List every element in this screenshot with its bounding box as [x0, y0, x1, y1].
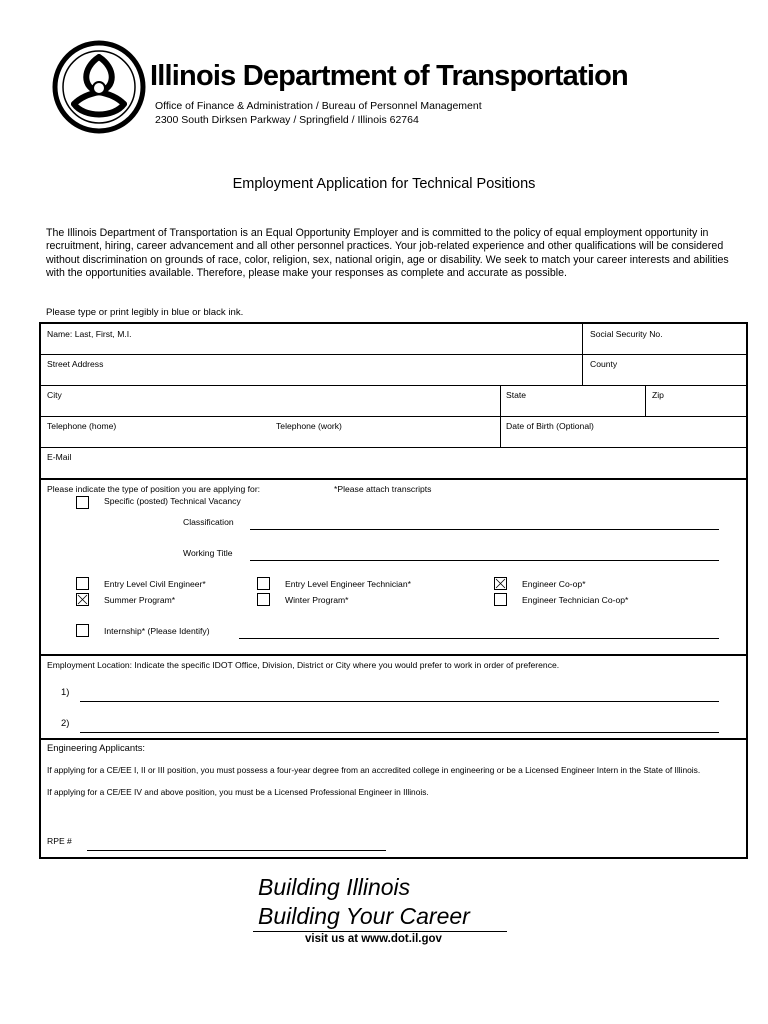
address-line: 2300 South Dirksen Parkway / Springfield / Illinois 62764 [155, 114, 419, 126]
entry-civil-label: Entry Level Civil Engineer* [104, 579, 206, 589]
slogan-line-1: Building Illinois [258, 874, 411, 900]
entry-tech-label: Entry Level Engineer Technician* [285, 579, 411, 589]
row-divider [41, 416, 746, 417]
location-2-number: 2) [61, 717, 70, 728]
column-divider [582, 324, 583, 385]
classification-label: Classification [183, 517, 234, 527]
rpe-line[interactable] [87, 850, 386, 851]
section-divider [41, 738, 746, 740]
tech-coop-checkbox[interactable] [494, 593, 507, 606]
location-1-line[interactable] [80, 701, 719, 702]
section-divider [41, 654, 746, 656]
ink-instruction: Please type or print legibly in blue or black ink. [46, 307, 244, 318]
coop-label: Engineer Co-op* [522, 579, 586, 589]
website-note: visit us at www.dot.il.gov [305, 933, 442, 945]
winter-label: Winter Program* [285, 595, 349, 605]
working-title-label: Working Title [183, 548, 233, 558]
engineering-requirement-1: If applying for a CE/EE I, II or III position, you must possess a four-year degree from an accredited college in engineering or be a Licensed Engineer Intern in the State of Illinois. [47, 765, 701, 775]
idot-logo [52, 40, 146, 134]
column-divider [645, 385, 646, 416]
county-label: County [590, 359, 618, 369]
summer-checkbox[interactable] [76, 593, 89, 606]
intro-text: The Illinois Department of Transportation is an Equal Opportunity Employer and is committed to the policy of equal employment opportunity in recruitment, hiring, career advancement and all other personnel practices. Your job-related experience and other qualifications will be considered without discrimination on grounds of race, color, religion, sex, national origin, age or disability. We seek to match your career interests and abilities with the opportunities available. Therefore, please make your responses as complete and accurate as possible. [46, 227, 729, 280]
specific-vacancy-label: Specific (posted) Technical Vacancy [104, 496, 241, 506]
location-prompt: Employment Location: Indicate the specific IDOT Office, Division, District or City where you would prefer to work in order of preference. [47, 660, 560, 670]
rpe-label: RPE # [47, 836, 72, 846]
location-1-number: 1) [61, 686, 70, 697]
slogan-underline [253, 931, 507, 932]
row-divider [41, 385, 746, 386]
dob-label: Date of Birth (Optional) [506, 421, 594, 431]
row-divider [41, 354, 746, 355]
name-label: Name: Last, First, M.I. [47, 329, 132, 339]
coop-checkbox[interactable] [494, 577, 507, 590]
street-label: Street Address [47, 359, 104, 369]
internship-checkbox[interactable] [76, 624, 89, 637]
tech-coop-label: Engineer Technician Co-op* [522, 595, 629, 605]
engineering-requirement-2: If applying for a CE/EE IV and above position, you must be a Licensed Professional Engineer in Illinois. [47, 787, 429, 797]
column-divider [500, 385, 501, 447]
ssn-label: Social Security No. [590, 329, 663, 339]
location-2-line[interactable] [80, 732, 719, 733]
engineering-heading: Engineering Applicants: [47, 742, 145, 753]
entry-civil-checkbox[interactable] [76, 577, 89, 590]
zip-label: Zip [652, 390, 664, 400]
form-title: Employment Application for Technical Positions [232, 176, 536, 192]
section-divider [41, 478, 746, 480]
tel-work-label: Telephone (work) [276, 421, 342, 431]
slogan-line-2: Building Your Career [258, 903, 470, 929]
email-label: E-Mail [47, 452, 72, 462]
row-divider [41, 447, 746, 448]
check-x-icon [495, 578, 506, 589]
department-office [155, 99, 482, 127]
city-label: City [47, 390, 62, 400]
department-name: Illinois Department of Transportation [150, 60, 628, 92]
position-prompt: Please indicate the type of position you are applying for: [47, 484, 261, 494]
check-x-icon [77, 594, 88, 605]
winter-checkbox[interactable] [257, 593, 270, 606]
intro-paragraph [46, 227, 746, 281]
office-line: Office of Finance & Administration / Bureau of Personnel Management [155, 100, 482, 112]
specific-vacancy-checkbox[interactable] [76, 496, 89, 509]
application-form [39, 322, 748, 859]
summer-label: Summer Program* [104, 595, 176, 605]
internship-label: Internship* (Please Identify) [104, 626, 210, 636]
transcripts-note: *Please attach transcripts [334, 484, 432, 494]
internship-line[interactable] [239, 638, 719, 639]
classification-line[interactable] [250, 529, 719, 530]
state-label: State [506, 390, 527, 400]
tel-home-label: Telephone (home) [47, 421, 117, 431]
working-title-line[interactable] [250, 560, 719, 561]
entry-tech-checkbox[interactable] [257, 577, 270, 590]
